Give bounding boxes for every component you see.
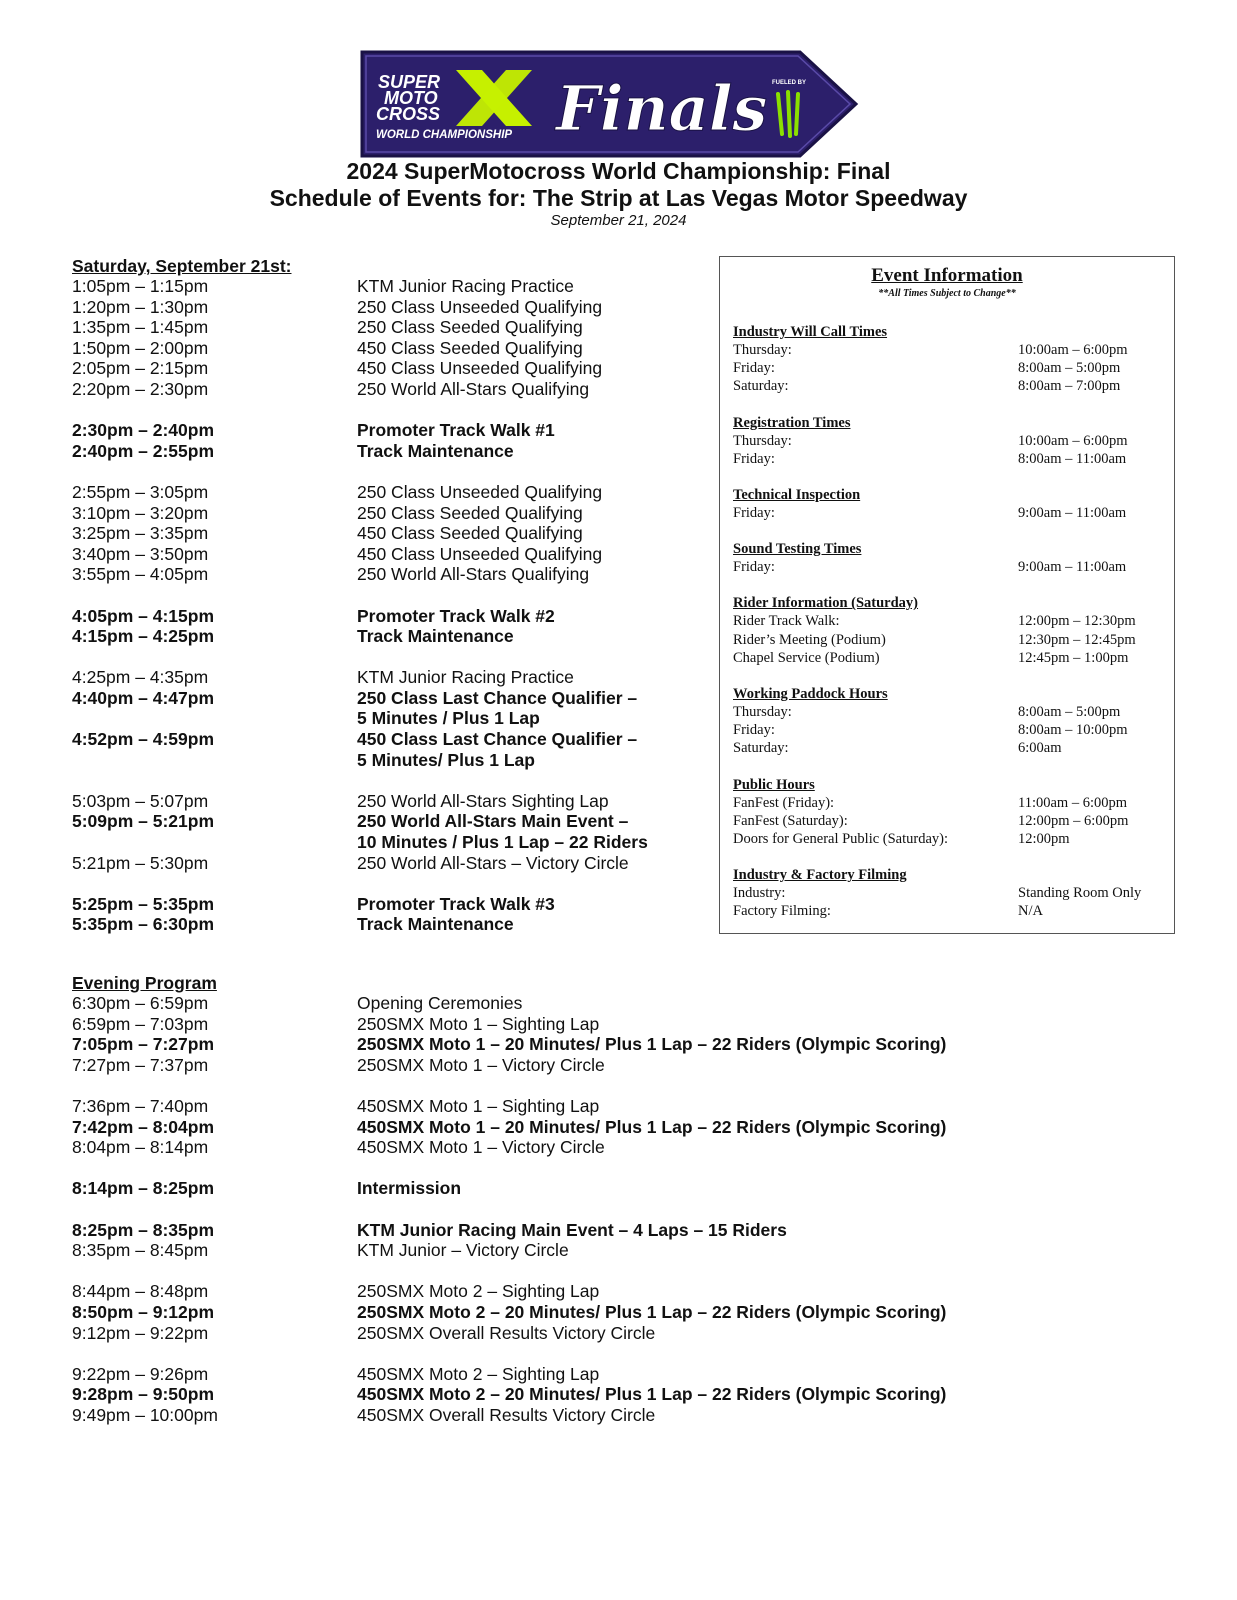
schedule-event: 250 Class Unseeded Qualifying [357, 296, 603, 317]
info-section-heading: Registration Times [733, 414, 851, 431]
schedule-time: 9:28pm – 9:50pm [72, 1384, 215, 1405]
info-section [720, 866, 1174, 920]
logo-text-world-championship: WORLD CHAMPIONSHIP [376, 129, 513, 141]
schedule-time: 6:30pm – 6:59pm [72, 993, 209, 1013]
schedule-event: 250 Class Unseeded Qualifying [357, 481, 603, 502]
schedule-event: Track Maintenance [357, 626, 514, 647]
info-sections [720, 323, 1174, 921]
info-label: Friday: [733, 559, 775, 576]
saturday-heading: Saturday, September 21st: [72, 256, 292, 276]
info-value: 8:00am – 5:00pm [1018, 704, 1121, 721]
schedule-time: 4:15pm – 4:25pm [72, 626, 215, 647]
schedule-event: 250SMX Moto 1 – Sighting Lap [357, 1013, 600, 1034]
schedule-row [72, 1364, 1032, 1385]
schedule-time: 9:49pm – 10:00pm [72, 1404, 218, 1425]
info-section [720, 486, 1174, 522]
info-row [733, 631, 1164, 649]
info-row [733, 884, 1164, 902]
info-value: 10:00am – 6:00pm [1018, 342, 1128, 358]
schedule-event: 450SMX Moto 2 – 20 Minutes/ Plus 1 Lap – 22 Riders (Olympic Scoring) [357, 1384, 947, 1405]
info-row [733, 504, 1164, 522]
schedule-event: 450 Class Seeded Qualifying [357, 337, 583, 358]
schedule-event: 250 World All-Stars Qualifying [357, 564, 590, 585]
schedule-event: KTM Junior Racing Practice [357, 667, 574, 688]
info-row [733, 377, 1164, 395]
schedule-event: 250SMX Overall Results Victory Circle [357, 1322, 656, 1343]
schedule-event: 250SMX Moto 1 – 20 Minutes/ Plus 1 Lap – 22 Riders (Olympic Scoring) [357, 1034, 947, 1055]
info-label: Thursday: [733, 342, 792, 358]
schedule-event: 450SMX Moto 1 – Victory Circle [357, 1137, 605, 1158]
info-row [733, 739, 1164, 757]
schedule-event: 250SMX Moto 2 – Sighting Lap [357, 1281, 600, 1302]
schedule-time: 2:30pm – 2:40pm [72, 420, 215, 441]
schedule-time: 8:50pm – 9:12pm [72, 1301, 215, 1322]
info-value: 8:00am – 5:00pm [1018, 360, 1121, 377]
info-section-heading: Rider Information (Saturday) [733, 595, 919, 612]
schedule-row [72, 1220, 1032, 1241]
info-row [733, 703, 1164, 721]
schedule-event: 5 Minutes/ Plus 1 Lap [357, 749, 535, 770]
info-row [733, 830, 1164, 848]
info-label: FanFest (Saturday): [733, 812, 848, 829]
event-information-box [719, 256, 1175, 934]
info-value: 8:00am – 10:00pm [1018, 722, 1128, 739]
info-value: 10:00am – 6:00pm [1018, 432, 1128, 449]
schedule-time: 7:27pm – 7:37pm [72, 1054, 209, 1075]
schedule-event: 250 Class Seeded Qualifying [357, 502, 583, 523]
schedule-time: 8:35pm – 8:45pm [72, 1240, 209, 1261]
page-title-line2: Schedule of Events for: The Strip at Las Vegas Motor Speedway [269, 185, 968, 211]
schedule-event: 450SMX Moto 1 – Sighting Lap [357, 1095, 600, 1116]
logo-finals-script: Finals [556, 72, 768, 145]
info-row [733, 450, 1164, 468]
schedule-event: 250SMX Moto 2 – 20 Minutes/ Plus 1 Lap – 22 Riders (Olympic Scoring) [357, 1301, 947, 1322]
schedule-event: 450 Class Unseeded Qualifying [357, 543, 603, 564]
info-row [733, 649, 1164, 667]
schedule-row [72, 1302, 1032, 1323]
info-value: 9:00am – 11:00am [1018, 559, 1127, 576]
schedule-row [72, 1055, 1032, 1076]
info-row [733, 359, 1164, 377]
info-value: 12:00pm – 6:00pm [1018, 812, 1129, 829]
info-label: Industry: [733, 885, 786, 902]
schedule-row [72, 1137, 1032, 1158]
info-label: Friday: [733, 505, 775, 522]
schedule-time: 8:14pm – 8:25pm [72, 1178, 215, 1199]
info-row [733, 612, 1164, 630]
schedule-event: Promoter Track Walk #2 [357, 605, 555, 626]
schedule-event: 450 Class Last Chance Qualifier – [357, 729, 638, 750]
info-label: Chapel Service (Podium) [733, 649, 880, 666]
schedule-row [72, 1178, 1032, 1199]
info-label: Doors for General Public (Saturday): [733, 831, 949, 848]
page-title-line1: 2024 SuperMotocross World Championship: Final [346, 158, 891, 184]
info-section-heading: Working Paddock Hours [733, 686, 888, 703]
schedule-row [72, 1281, 1032, 1302]
info-row [733, 812, 1164, 830]
schedule-time: 1:50pm – 2:00pm [72, 337, 209, 358]
logo-text-moto: MOTO [384, 88, 438, 108]
info-section-heading: Sound Testing Times [733, 541, 862, 558]
info-row [733, 341, 1164, 359]
schedule-time: 6:59pm – 7:03pm [72, 1013, 209, 1034]
info-section-heading: Technical Inspection [733, 487, 861, 504]
schedule-event: Promoter Track Walk #3 [357, 893, 555, 914]
schedule-time: 3:40pm – 3:50pm [72, 543, 209, 564]
info-row [733, 902, 1164, 920]
schedule-time: 5:03pm – 5:07pm [72, 790, 209, 811]
schedule-time: 7:42pm – 8:04pm [72, 1116, 215, 1137]
schedule-row [72, 1014, 1032, 1035]
schedule-event: 450SMX Moto 2 – Sighting Lap [357, 1363, 600, 1384]
schedule-time: 8:25pm – 8:35pm [72, 1219, 215, 1240]
info-label: Friday: [733, 450, 775, 467]
evening-heading: Evening Program [72, 973, 217, 993]
info-label: Rider’s Meeting (Podium) [733, 631, 886, 648]
schedule-time: 5:35pm – 6:30pm [72, 914, 215, 935]
info-label: Thursday: [733, 432, 792, 449]
logo-fueled-by: FUELED BY [772, 80, 807, 86]
schedule-time: 2:55pm – 3:05pm [72, 481, 209, 502]
evening-schedule [72, 993, 1032, 1425]
info-section [720, 685, 1174, 758]
info-section [720, 414, 1174, 468]
schedule-time: 8:04pm – 8:14pm [72, 1137, 209, 1158]
schedule-time: 4:25pm – 4:35pm [72, 667, 209, 688]
schedule-time: 8:44pm – 8:48pm [72, 1281, 209, 1302]
info-section [720, 540, 1174, 576]
schedule-event: 450SMX Overall Results Victory Circle [357, 1404, 656, 1425]
info-value: 11:00am – 6:00pm [1018, 794, 1128, 811]
schedule-time: 3:55pm – 4:05pm [72, 564, 209, 585]
info-value: 12:00pm [1018, 831, 1070, 848]
schedule-time: 4:52pm – 4:59pm [72, 729, 215, 750]
schedule-time: 2:20pm – 2:30pm [72, 378, 209, 399]
schedule-row [72, 1323, 1032, 1344]
schedule-row [72, 993, 1032, 1014]
info-value: N/A [1018, 903, 1043, 920]
schedule-time: 3:25pm – 3:35pm [72, 523, 209, 544]
logo-text-super: SUPER [378, 72, 441, 92]
schedule-row [72, 1384, 1032, 1405]
schedule-time: 3:10pm – 3:20pm [72, 502, 209, 523]
schedule-time: 9:12pm – 9:22pm [72, 1322, 209, 1343]
info-value: 6:00am [1018, 740, 1062, 757]
info-value: 8:00am – 11:00am [1018, 450, 1127, 467]
info-label: Thursday: [733, 704, 792, 721]
schedule-event: KTM Junior Racing Practice [357, 276, 574, 296]
info-section-heading: Industry & Factory Filming [733, 867, 907, 884]
info-label: Rider Track Walk: [733, 613, 840, 630]
schedule-time: 1:35pm – 1:45pm [72, 317, 209, 338]
schedule-event: KTM Junior Racing Main Event – 4 Laps – 15 Riders [357, 1219, 787, 1240]
schedule-row [72, 1405, 1032, 1426]
info-title: Event Information [871, 265, 1023, 286]
schedule-event: Intermission [357, 1178, 462, 1199]
info-value: 12:45pm – 1:00pm [1018, 649, 1129, 666]
schedule-time: 7:05pm – 7:27pm [72, 1034, 215, 1055]
info-row [733, 794, 1164, 812]
schedule-event: 450 Class Seeded Qualifying [357, 523, 583, 544]
schedule-row [72, 1240, 1032, 1261]
schedule-time: 7:36pm – 7:40pm [72, 1095, 209, 1116]
info-label: Factory Filming: [733, 903, 831, 920]
schedule-event: 250 Class Last Chance Qualifier – [357, 687, 638, 708]
schedule-time [72, 708, 357, 729]
info-section-heading: Industry Will Call Times [733, 324, 888, 340]
schedule-event: Track Maintenance [357, 914, 514, 935]
schedule-event: 450SMX Moto 1 – 20 Minutes/ Plus 1 Lap – 22 Riders (Olympic Scoring) [357, 1116, 947, 1137]
schedule-time: 5:21pm – 5:30pm [72, 852, 209, 873]
info-value: Standing Room Only [1018, 885, 1142, 902]
info-label: Friday: [733, 722, 775, 739]
schedule-row [72, 1096, 1032, 1117]
schedule-time [72, 750, 357, 771]
schedule-row [72, 1117, 1032, 1138]
info-row [733, 432, 1164, 450]
schedule-event: 250SMX Moto 1 – Victory Circle [357, 1054, 605, 1075]
schedule-time: 2:40pm – 2:55pm [72, 440, 215, 461]
info-value: 8:00am – 7:00pm [1018, 378, 1121, 395]
schedule-event: 250 World All-Stars Qualifying [357, 378, 590, 399]
info-label: Friday: [733, 360, 775, 377]
schedule-event: 450 Class Unseeded Qualifying [357, 358, 603, 379]
schedule-time: 1:20pm – 1:30pm [72, 296, 209, 317]
schedule-time [72, 832, 357, 853]
schedule-time: 9:22pm – 9:26pm [72, 1363, 209, 1384]
schedule-time: 4:05pm – 4:15pm [72, 605, 215, 626]
schedule-event: Track Maintenance [357, 440, 514, 461]
schedule-event: 250 World All-Stars Sighting Lap [357, 790, 609, 811]
info-row [733, 721, 1164, 739]
schedule-event: 10 Minutes / Plus 1 Lap – 22 Riders [357, 832, 648, 853]
schedule-time: 5:09pm – 5:21pm [72, 811, 215, 832]
schedule-event: 5 Minutes / Plus 1 Lap [357, 708, 540, 729]
info-label: Saturday: [733, 378, 789, 395]
info-value: 12:30pm – 12:45pm [1018, 631, 1136, 648]
page-date: September 21, 2024 [550, 212, 687, 229]
logo-text-cross: CROSS [376, 104, 441, 124]
info-row [733, 558, 1164, 576]
smx-finals-logo [360, 44, 860, 160]
schedule-time: 5:25pm – 5:35pm [72, 893, 215, 914]
schedule-time: 1:05pm – 1:15pm [72, 276, 209, 296]
schedule-event: Promoter Track Walk #1 [357, 420, 555, 441]
info-section [720, 323, 1174, 396]
info-label: FanFest (Friday): [733, 794, 835, 811]
info-section-heading: Public Hours [733, 776, 815, 793]
info-note: **All Times Subject to Change** [878, 288, 1016, 299]
schedule-time: 2:05pm – 2:15pm [72, 358, 209, 379]
schedule-event: 250 World All-Stars Main Event – [357, 811, 629, 832]
schedule-event: Opening Ceremonies [357, 993, 523, 1013]
info-section [720, 594, 1174, 667]
schedule-event: 250 World All-Stars – Victory Circle [357, 852, 629, 873]
schedule-row [72, 1034, 1032, 1055]
info-value: 12:00pm – 12:30pm [1018, 613, 1136, 630]
info-section [720, 776, 1174, 849]
schedule-event: KTM Junior – Victory Circle [357, 1240, 569, 1261]
schedule-event: 250 Class Seeded Qualifying [357, 317, 583, 338]
info-label: Saturday: [733, 740, 789, 757]
info-value: 9:00am – 11:00am [1018, 505, 1127, 522]
schedule-time: 4:40pm – 4:47pm [72, 687, 215, 708]
